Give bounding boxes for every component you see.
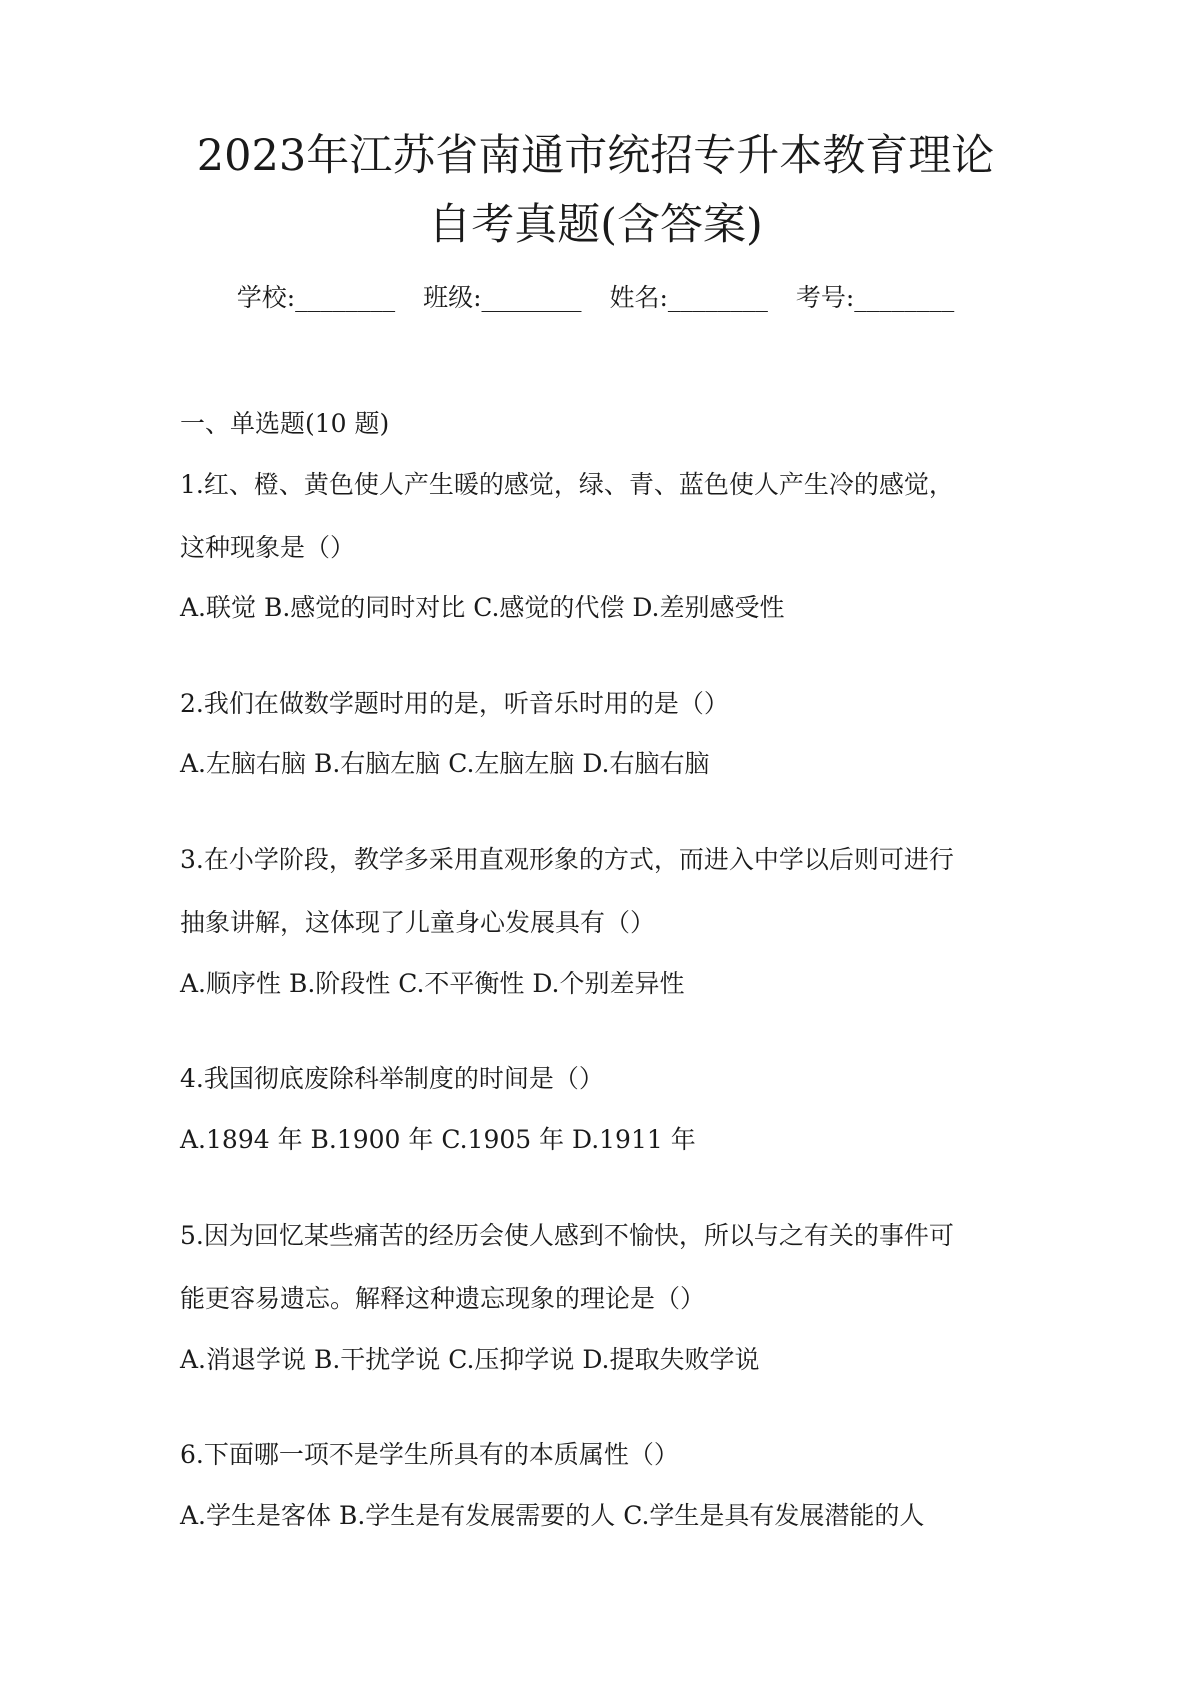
- question-2-stem-line-1: 2.我们在做数学题时用的是，听音乐时用的是（）: [180, 689, 729, 718]
- school-field: 学校:________: [236, 283, 396, 312]
- question-1-stem-line-1: 1.红、橙、黄色使人产生暖的感觉，绿、青、蓝色使人产生冷的感觉，: [180, 470, 954, 499]
- question-2-options: A.左脑右脑 B.右脑左脑 C.左脑左脑 D.右脑右脑: [180, 749, 710, 778]
- question-5-stem-line-1: 5.因为回忆某些痛苦的经历会使人感到不愉快，所以与之有关的事件可: [180, 1221, 954, 1250]
- question-4-stem-line-1: 4.我国彻底废除科举制度的时间是（）: [180, 1064, 604, 1093]
- document-title-line-1: 2023年江苏省南通市统招专升本教育理论: [196, 131, 995, 181]
- question-5-stem-line-2: 能更容易遗忘。解释这种遗忘现象的理论是（）: [180, 1284, 706, 1313]
- question-3-options: A.顺序性 B.阶段性 C.不平衡性 D.个别差异性: [180, 969, 685, 998]
- question-1-options: A.联觉 B.感觉的同时对比 C.感觉的代偿 D.差别感受性: [180, 593, 785, 622]
- student-info-row: [0, 280, 1191, 316]
- question-6-stem-line-1: 6.下面哪一项不是学生所具有的本质属性（）: [180, 1440, 679, 1469]
- name-field: 姓名:________: [609, 283, 768, 312]
- question-6-options: A.学生是客体 B.学生是有发展需要的人 C.学生是具有发展潜能的人: [180, 1501, 925, 1530]
- question-4-options: A.1894 年 B.1900 年 C.1905 年 D.1911 年: [180, 1125, 696, 1154]
- question-1-stem-line-2: 这种现象是（）: [180, 533, 356, 562]
- exam-number-field: 考号:________: [795, 283, 955, 312]
- class-field: 班级:________: [423, 283, 582, 312]
- document-title-line-2: 自考真题(含答案): [428, 200, 763, 250]
- question-3-stem-line-2: 抽象讲解，这体现了儿童身心发展具有（）: [180, 908, 656, 937]
- question-3-stem-line-1: 3.在小学阶段，教学多采用直观形象的方式，而进入中学以后则可进行: [180, 845, 954, 874]
- question-5-options: A.消退学说 B.干扰学说 C.压抑学说 D.提取失败学说: [180, 1345, 760, 1374]
- section-heading: 一、单选题(10 题): [180, 409, 390, 438]
